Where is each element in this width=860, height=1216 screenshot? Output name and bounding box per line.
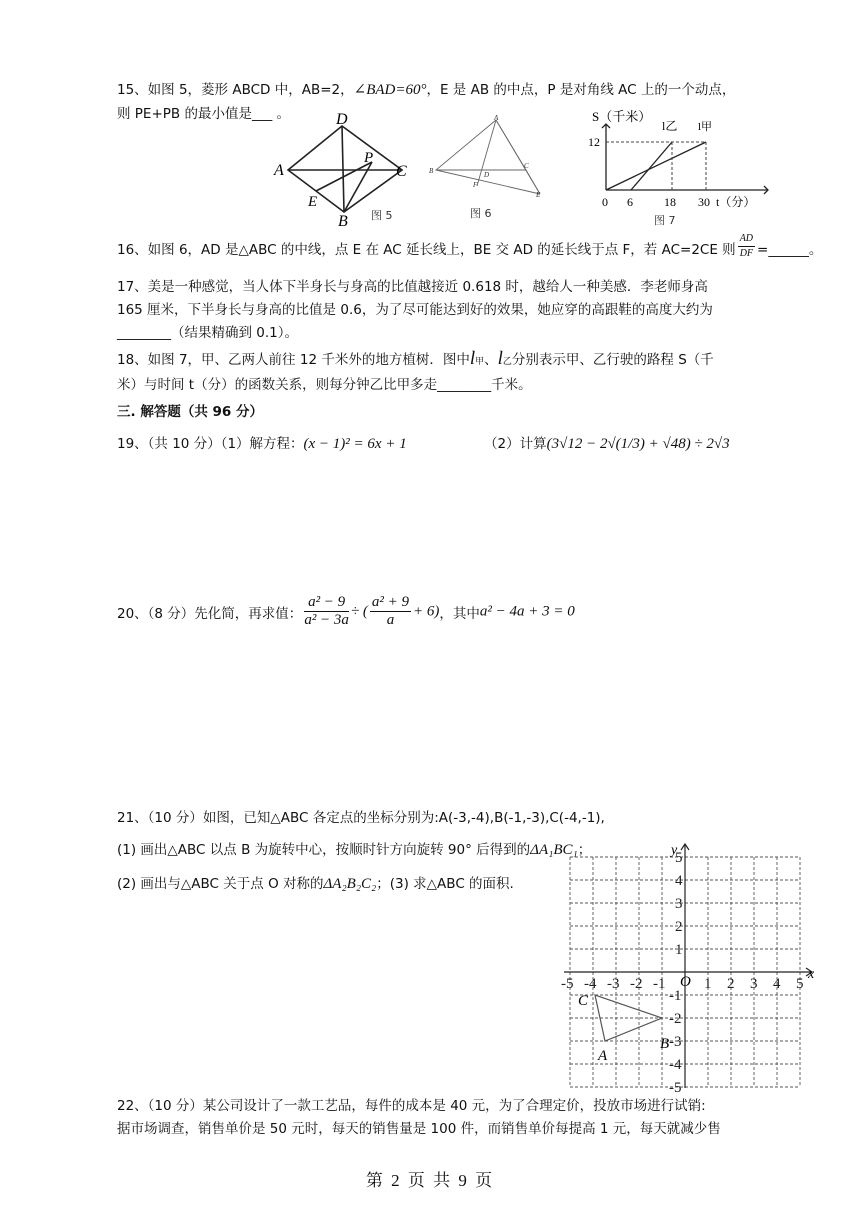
q20-plus-six: + 6) xyxy=(413,603,440,620)
q16-text: 16、如图 6，AD 是△ABC 的中线，点 E 在 AC 延长线上，BE 交 AD 的延长线于点 F，若 AC=2CE 则 xyxy=(117,241,736,258)
q17-line3: ________（结果精确到 0.1）。 xyxy=(117,325,299,341)
y-tick-label: -1 xyxy=(669,988,682,1004)
y-tick-label: -4 xyxy=(669,1057,682,1073)
q20-fraction-1 xyxy=(304,594,349,629)
x-tick-label: -4 xyxy=(584,976,597,992)
q18-text-a: 18、如图 7，甲、乙两人前往 12 千米外的地方植树．图中 xyxy=(117,352,470,368)
fig7-line-jia-label: l甲 xyxy=(698,121,713,133)
x-tick-label: 3 xyxy=(750,976,758,992)
q19-equation: (x − 1)² = 6x + 1 xyxy=(303,436,407,452)
q18-line2: 米）与时间 t（分）的函数关系，则每分钟乙比甲多走________千米。 xyxy=(117,377,532,393)
q18-line1 xyxy=(117,348,714,370)
fig5-label-a: A xyxy=(274,162,284,179)
point-b-label: B xyxy=(660,1036,670,1052)
q21-part3: ；(3) 求△ABC 的面积. xyxy=(376,876,514,892)
y-tick-label: -3 xyxy=(669,1034,682,1050)
q16-line xyxy=(117,232,822,261)
q15-line2: 则 PE+PB 的最小值是___ 。 xyxy=(117,106,291,122)
fig7-y-tick-12: 12 xyxy=(588,135,600,149)
q20-fraction-2 xyxy=(370,594,411,629)
q20-line xyxy=(117,594,575,629)
x-tick-label: -2 xyxy=(630,976,643,992)
x-axis-label: x xyxy=(808,967,815,982)
q18-l-yi: l xyxy=(497,348,503,369)
q18-sub-yi: 乙 xyxy=(502,357,512,367)
q20-condition-prefix: ，其中 xyxy=(439,605,480,622)
q20-f1-den: a² − 3a xyxy=(304,612,349,628)
q21-line3 xyxy=(117,872,514,893)
q21-part1-end: ； xyxy=(577,842,592,858)
q20-prefix: 20、（8 分）先化简，再求值： xyxy=(117,605,303,622)
q19-expression: (3√12 − 2√(1/3) + √48) ÷ 2√3 xyxy=(546,436,730,452)
y-tick-label: -2 xyxy=(669,1011,682,1027)
y-tick-label: -5 xyxy=(669,1080,682,1092)
fig7-caption: 图 7 xyxy=(654,214,676,227)
q18-text-b: 分别表示甲、乙行驶的路程 S（千 xyxy=(511,352,714,368)
q20-f1-num: a² − 9 xyxy=(304,594,349,612)
fig7-x-tick-30: 30 xyxy=(698,195,710,209)
x-tick-label: 4 xyxy=(773,976,781,992)
q19-part2 xyxy=(484,432,730,453)
figure-7 xyxy=(582,108,774,212)
q19-prefix: 19、（共 10 分）（1）解方程： xyxy=(117,436,304,452)
fig5-caption: 图 5 xyxy=(371,209,393,222)
fig7-ylabel: S（千米） xyxy=(592,109,652,124)
x-tick-label: 2 xyxy=(727,976,735,992)
y-tick-label: 4 xyxy=(675,873,683,889)
fig5-label-e: E xyxy=(308,194,318,210)
figure-5 xyxy=(272,108,422,228)
q18-sep: 、 xyxy=(484,352,498,368)
fig6-caption: 图 6 xyxy=(470,207,492,220)
fig5-label-c: C xyxy=(396,163,407,180)
page-footer: 第 2 页 共 9 页 xyxy=(365,1171,495,1190)
fig6-label-c: C xyxy=(524,162,529,170)
q21-line2 xyxy=(117,838,591,859)
q17-line1: 17、美是一种感觉，当人体下半身长与身高的比值越接近 0.618 时，越给人一种美感．李老师身高 xyxy=(117,279,708,295)
q20-f2-den: a xyxy=(386,612,395,628)
q15-text-b: ，E 是 AB 的中点，P 是对角线 AC 上的一个动点， xyxy=(426,82,736,98)
q20-condition: a² − 4a + 3 = 0 xyxy=(479,603,575,620)
fig6-label-a: A xyxy=(494,114,499,122)
q21-triangle-2: ΔA₂B₂C₂ xyxy=(323,876,377,892)
point-c-label: C xyxy=(578,993,589,1009)
q16-frac-den: DF xyxy=(739,248,754,259)
fig7-x-tick-18: 18 xyxy=(664,195,676,209)
fig6-label-e: E xyxy=(536,191,541,199)
q15-angle: ∠BAD=60° xyxy=(353,82,427,98)
q22-line1: 22、（10 分）某公司设计了一款工艺品，每件的成本是 40 元，为了合理定价，投放市场进行试销: xyxy=(117,1098,706,1114)
figure-6 xyxy=(428,114,550,204)
y-tick-label: 1 xyxy=(675,942,683,958)
fig7-x-tick-0: 0 xyxy=(602,195,608,209)
q16-fraction xyxy=(738,232,755,261)
fig7-x-tick-6: 6 xyxy=(627,195,633,209)
coordinate-grid xyxy=(560,838,824,1092)
q15-line1 xyxy=(117,78,735,99)
q16-frac-num: AD xyxy=(738,232,755,247)
section-3-heading: 三. 解答题（共 96 分） xyxy=(117,404,264,420)
q20-divide: ÷ ( xyxy=(350,603,368,620)
x-tick-label: 1 xyxy=(704,976,712,992)
x-tick-label: -1 xyxy=(653,976,666,992)
fig6-label-b: B xyxy=(429,167,434,175)
q18-l-jia: l xyxy=(469,348,476,369)
origin-label: O xyxy=(680,974,691,990)
q21-part2: (2) 画出与△ABC 关于点 O 对称的 xyxy=(117,876,324,892)
fig6-label-d: D xyxy=(484,171,490,179)
fig7-line-yi-label: l乙 xyxy=(662,119,678,133)
q22-line2: 据市场调查，销售单价是 50 元时，每天的销售量是 100 件，而销售单价每提高 1 元，每天就减少售 xyxy=(117,1121,721,1137)
q20-f2-num: a² + 9 xyxy=(371,594,410,610)
fig5-label-p: P xyxy=(364,150,374,166)
fig5-label-d: D xyxy=(336,111,348,128)
q21-part1: (1) 画出△ABC 以点 B 为旋转中心，按顺时针方向旋转 90° 后得到的 xyxy=(117,842,531,858)
y-tick-label: 5 xyxy=(675,850,683,866)
y-tick-label: 2 xyxy=(675,919,683,935)
fig5-label-b: B xyxy=(338,213,348,228)
q17-line2: 165 厘米，下半身长与身高的比值是 0.6，为了尽可能达到好的效果，她应穿的高跟鞋的高度大约为 xyxy=(117,302,713,318)
fig7-xlabel: t（分） xyxy=(716,195,756,209)
q16-tail: =______。 xyxy=(757,241,823,258)
q15-text-a: 15、如图 5，菱形 ABCD 中，AB=2， xyxy=(117,82,354,98)
q18-sub-jia: 甲 xyxy=(475,357,485,367)
y-tick-label: 3 xyxy=(675,896,683,912)
q19-line xyxy=(117,432,407,453)
q21-line1: 21、（10 分）如图，已知△ABC 各定点的坐标分别为:A(-3,-4),B(-1,-3),C(-4,-1), xyxy=(117,810,605,826)
y-axis-label: y xyxy=(671,843,678,858)
x-tick-label: -5 xyxy=(561,976,574,992)
point-a-label: A xyxy=(598,1048,608,1064)
fig6-label-f: F xyxy=(473,181,478,189)
x-tick-label: 5 xyxy=(796,976,804,992)
q19-part2-label: （2）计算 xyxy=(484,436,547,452)
q21-triangle-1: ΔA₁BC₁ xyxy=(530,842,578,858)
x-tick-label: -3 xyxy=(607,976,620,992)
